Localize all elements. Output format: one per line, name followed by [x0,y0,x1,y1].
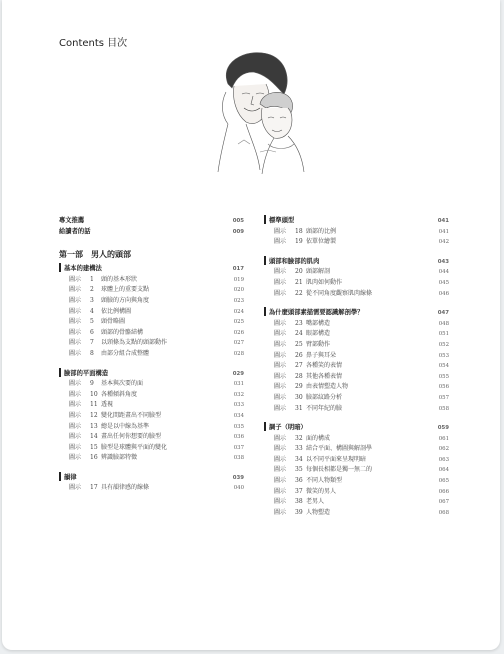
page-number: 028 [233,350,244,357]
entry-title: 透視 [101,401,114,409]
figure-label: 圖示 [274,319,287,327]
entry-title: 面的構成 [306,434,331,442]
entry-title: 畫出任何你想要的臉型 [101,433,162,441]
entry-title: 鼻子與耳朵 [306,351,337,359]
figure-number: 28 [295,372,303,380]
toc-section-heading: 基本的建構法 017 [59,263,244,274]
entry-title: 其他各種表情 [306,372,343,380]
figure-number: 36 [295,477,303,485]
toc-entry [59,431,244,442]
toc-entry [59,452,244,463]
figure-label: 圖示 [69,422,82,430]
figure-number: 5 [90,318,94,326]
figure-number: 20 [295,268,303,276]
entry-title: 頭骨略圖 [101,318,126,326]
figure-number: 38 [295,498,303,506]
figure-label: 圖示 [69,401,82,409]
page-number: 066 [438,488,449,495]
entry-title: 不同人物類型 [306,477,343,485]
figure-number: 25 [295,340,303,348]
page-number: 042 [438,239,449,246]
mother-child-illustration [198,44,318,179]
page-number: 044 [438,269,449,276]
figure-number: 6 [90,328,94,336]
toc-entry [264,266,449,277]
figure-label: 圖示 [274,383,287,391]
page-number: 057 [438,394,449,401]
page-number: 047 [437,310,449,317]
figure-number: 22 [295,289,303,297]
toc-right-column [264,215,449,517]
toc-entry [59,442,244,453]
page-number: 055 [438,373,449,380]
spacer [59,463,244,472]
entry-title: 變化間距畫出不同臉型 [101,411,162,419]
figure-label: 圖示 [274,404,287,412]
figure-label: 圖示 [274,466,287,474]
entry-title: 由部分組合成整體 [101,349,150,357]
page-number: 026 [233,329,244,336]
page-number: 067 [438,499,449,506]
page-number: 056 [438,384,449,391]
page-number: 053 [438,352,449,359]
figure-label: 圖示 [69,296,82,304]
figure-label: 圖示 [274,362,287,370]
page-number: 024 [233,308,244,315]
toc-entry [59,295,244,306]
toc-entry [264,392,449,403]
figure-number: 19 [295,238,303,246]
entry-title: 結合平面、構圖與解剖學 [306,445,373,453]
document-page [2,0,500,650]
figure-label: 圖示 [274,227,287,235]
page-number: 033 [233,402,244,409]
entry-title: 以頸條為支點的頭部動作 [101,339,168,347]
figure-label: 圖示 [274,351,287,359]
toc-front-matter: 給讀者的話 009 [59,227,244,235]
toc-entry [264,288,449,299]
figure-number: 21 [295,278,303,286]
entry-title: 總是以中線為基準 [101,422,150,430]
toc-part-heading: 第一部 男人的頭部 [59,248,131,259]
toc-front-matter: 專文推薦 005 [59,217,244,224]
figure-number: 18 [295,227,303,235]
figure-number: 7 [90,339,94,347]
figure-label: 圖示 [69,349,82,357]
page-number: 043 [437,258,449,265]
page-title: Contents 目次 [59,38,128,49]
figure-label: 圖示 [274,238,287,246]
figure-number: 33 [295,445,303,453]
toc-entry [264,403,449,414]
toc-entry [264,339,449,350]
toc-entry [59,337,244,348]
figure-label: 圖示 [274,434,287,442]
toc-entry [264,318,449,329]
figure-number: 4 [90,307,94,315]
figure-number: 32 [295,434,303,442]
figure-number: 16 [90,454,98,462]
figure-number: 34 [295,455,303,463]
figure-number: 30 [295,393,303,401]
toc-left-column [59,215,244,493]
page-number: 019 [233,276,244,283]
entry-title: 以不同平面來呈現明暗 [306,455,367,463]
page-number: 005 [232,218,244,224]
spacer [264,413,449,422]
toc-entry [264,226,449,237]
toc-section-heading: 調子（明暗） 059 [264,422,449,433]
page-number: 036 [233,434,244,441]
figure-number: 3 [90,296,94,304]
page-number: 038 [233,455,244,462]
figure-label: 圖示 [274,477,287,485]
entry-title: 微笑的男人 [306,487,337,495]
figure-label: 圖示 [69,307,82,315]
spacer [59,236,244,245]
page-number: 009 [232,228,244,235]
toc-entry [59,378,244,389]
page-number: 040 [233,485,244,492]
toc-entry [264,475,449,486]
toc-entry [264,507,449,518]
figure-number: 8 [90,349,94,357]
entry-title: 從不同角度觀察肌肉線條 [306,289,373,297]
figure-label: 圖示 [69,390,82,398]
figure-number: 37 [295,487,303,495]
page-number: 046 [438,290,449,297]
page-number: 037 [233,444,244,451]
figure-label: 圖示 [69,411,82,419]
page-number: 020 [233,287,244,294]
figure-label: 圖示 [69,318,82,326]
figure-label: 圖示 [69,328,82,336]
entry-title: 頭臉的方向與角度 [101,296,150,304]
page-number: 061 [438,435,449,442]
toc-section-heading: 韻律 039 [59,472,244,483]
page-number: 059 [437,425,449,432]
entry-title: 眼部構造 [306,330,331,338]
entry-title: 具有韻律感的線條 [101,484,150,492]
figure-number: 23 [295,319,303,327]
entry-title: 依單位繪製 [306,238,337,246]
toc-section-heading: 為什麼頭部素描需要認識解剖學？ 047 [264,307,449,318]
page-number: 045 [438,279,449,286]
entry-title: 各種傾斜角度 [101,390,138,398]
figure-number: 12 [90,411,98,419]
entry-title: 頭部的骨骼結構 [101,328,144,336]
page-number: 064 [438,467,449,474]
toc-entry [59,316,244,327]
page-number: 051 [438,331,449,338]
toc-section-heading: 臉部的平面構造 029 [59,368,244,379]
figure-label: 圖示 [274,393,287,401]
figure-number: 11 [90,401,98,409]
spacer [264,247,449,256]
page-number: 058 [438,405,449,412]
page-number: 023 [233,297,244,304]
toc-section-heading: 頭部和臉部的肌肉 043 [264,256,449,267]
page-number: 032 [233,391,244,398]
figure-number: 10 [90,390,98,398]
entry-title: 依比例構圖 [101,307,132,315]
toc-entry [59,348,244,359]
figure-label: 圖示 [274,455,287,463]
figure-label: 圖示 [69,484,82,492]
figure-number: 17 [90,484,98,492]
figure-label: 圖示 [69,443,82,451]
figure-number: 1 [90,275,94,283]
page-number: 048 [438,320,449,327]
toc-entry [264,454,449,465]
figure-label: 圖示 [274,268,287,276]
toc-entry [59,410,244,421]
entry-title: 嘴部構造 [306,319,331,327]
spacer [264,298,449,307]
toc-entry [264,277,449,288]
figure-number: 14 [90,433,98,441]
figure-label: 圖示 [69,275,82,283]
page-number: 062 [438,446,449,453]
page-number: 041 [437,218,449,224]
toc-entry [264,350,449,361]
toc-entry [264,360,449,371]
toc-entry [59,306,244,317]
toc-entry [264,236,449,247]
entry-title: 球體上的重要支點 [101,286,150,294]
page-number: 034 [233,412,244,419]
page-number: 065 [438,478,449,485]
page-number: 068 [438,509,449,516]
toc-entry [264,486,449,497]
figure-number: 9 [90,380,94,388]
page-number: 027 [233,340,244,347]
figure-label: 圖示 [69,433,82,441]
toc-entry [59,421,244,432]
entry-title: 不同年紀的臉 [306,404,343,412]
figure-label: 圖示 [274,498,287,506]
entry-title: 臉型是球體與平面的變化 [101,443,168,451]
toc-entry [59,327,244,338]
figure-label: 圖示 [69,286,82,294]
toc-entry [264,371,449,382]
spacer [59,359,244,368]
figure-label: 圖示 [69,380,82,388]
figure-label: 圖示 [274,330,287,338]
figure-label: 圖示 [69,454,82,462]
entry-title: 肌肉如何動作 [306,278,343,286]
entry-title: 各種笑的表情 [306,362,343,370]
entry-title: 每個長相都是獨一無二的 [306,466,373,474]
figure-number: 13 [90,422,98,430]
page-number: 035 [233,423,244,430]
toc-entry [59,482,244,493]
figure-label: 圖示 [274,508,287,516]
entry-title: 臂部動作 [306,340,331,348]
figure-label: 圖示 [69,339,82,347]
toc-entry [264,464,449,475]
figure-label: 圖示 [274,372,287,380]
figure-number: 15 [90,443,98,451]
figure-label: 圖示 [274,278,287,286]
entry-title: 基本與次要的面 [101,380,144,388]
figure-number: 24 [295,330,303,338]
figure-number: 29 [295,383,303,391]
page-number: 039 [232,474,244,481]
figure-label: 圖示 [274,445,287,453]
toc-entry [264,381,449,392]
page-number: 052 [438,341,449,348]
figure-number: 2 [90,286,94,294]
toc-entry [264,443,449,454]
figure-number: 35 [295,466,303,474]
figure-number: 27 [295,362,303,370]
figure-label: 圖示 [274,487,287,495]
toc-entry [59,399,244,410]
page-number: 017 [232,266,244,273]
toc-entry [59,389,244,400]
figure-label: 圖示 [274,340,287,348]
entry-title: 老男人 [306,498,325,506]
figure-number: 31 [295,404,303,412]
page-number: 025 [233,319,244,326]
page-number: 029 [232,370,244,377]
entry-title: 由表情塑造人物 [306,383,349,391]
toc-entry [59,284,244,295]
toc-entry [264,433,449,444]
toc-section-heading: 標準頭型 041 [264,215,449,226]
entry-title: 臉部紋路分析 [306,393,343,401]
figure-number: 39 [295,508,303,516]
page-number: 031 [233,381,244,388]
page-number: 041 [438,228,449,235]
entry-title: 人物塑造 [306,508,331,516]
page-number: 054 [438,363,449,370]
entry-title: 頭的基本形狀 [101,275,138,283]
page-number: 063 [438,456,449,463]
entry-title: 辨識臉部特徵 [101,454,138,462]
entry-title: 頭部的比例 [306,227,337,235]
figure-number: 26 [295,351,303,359]
entry-title: 頭部解剖 [306,268,331,276]
toc-entry [264,328,449,339]
figure-label: 圖示 [274,289,287,297]
toc-entry [264,496,449,507]
toc-entry [59,274,244,285]
